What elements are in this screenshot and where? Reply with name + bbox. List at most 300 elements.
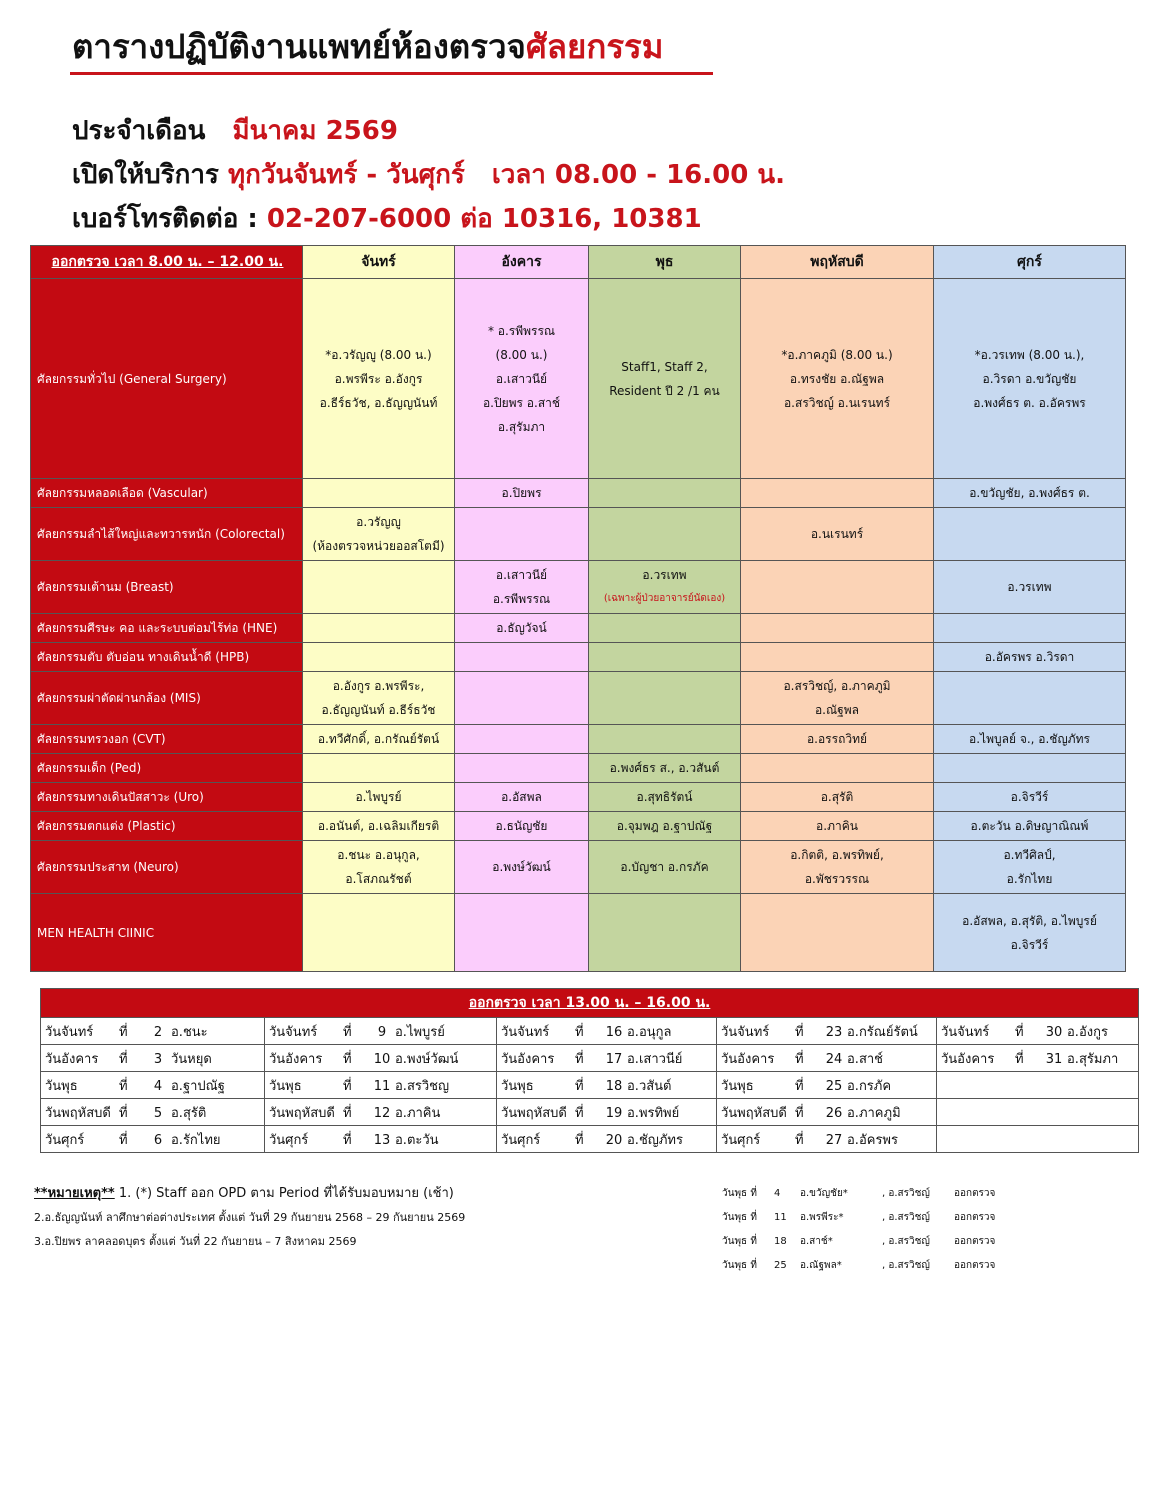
schedule-cell — [589, 479, 741, 508]
day-number: 27 — [825, 1132, 843, 1148]
schedule-row — [31, 754, 1126, 783]
doctor-line: อ.จิรวีร์ — [1010, 937, 1049, 952]
schedule-cell — [934, 812, 1126, 841]
schedule-cell — [589, 614, 741, 643]
service-days: ทุกวันจันทร์ - วันศุกร์ — [227, 160, 465, 190]
swap-note-text: ออกตรวจ — [954, 1188, 996, 1199]
doctor-name: อ.ฐาปณัฐ — [171, 1078, 225, 1094]
schedule-cell — [303, 279, 455, 479]
day-word: ที่ — [795, 1105, 804, 1121]
day-number: 16 — [605, 1024, 623, 1040]
day-name: วันจันทร์ — [269, 1024, 318, 1040]
day-number: 30 — [1045, 1024, 1063, 1040]
note-3: 3.อ.ปิยพร ลาคลอดบุตร ตั้งแต่ วันที่ 22 กันยายน – 7 สิงหาคม 2569 — [34, 1235, 357, 1248]
schedule-cell — [589, 812, 741, 841]
afternoon-row — [41, 1126, 1139, 1153]
schedule-row — [31, 561, 1126, 614]
department-label: ศัลยกรรมผ่าตัดผ่านกล้อง (MIS) — [31, 672, 303, 725]
note-2: 2.อ.ธัญญนันท์ ลาศึกษาต่อต่างประเทศ ตั้งแต่ วันที่ 29 กันยายน 2568 – 29 กันยายน 2569 — [34, 1211, 466, 1224]
department-label: ศัลยกรรมตกแต่ง (Plastic) — [31, 812, 303, 841]
afternoon-cell — [717, 1099, 937, 1126]
afternoon-cell — [937, 1045, 1139, 1072]
doctor-name: อ.เสาวนีย์ — [627, 1051, 683, 1067]
swap-note-text: อ.สาช์* — [800, 1236, 833, 1247]
doctor-line: อ.พงศ์ธร ต. อ.อัครพร — [973, 395, 1086, 410]
swap-note-text: 11 — [774, 1212, 787, 1223]
schedule-row — [31, 725, 1126, 754]
schedule-cell — [589, 561, 741, 614]
schedule-cell — [741, 672, 934, 725]
schedule-cell — [455, 508, 589, 561]
doctor-name: อ.อัครพร — [847, 1132, 898, 1148]
doctor-name: อ.พรทิพย์ — [627, 1105, 680, 1121]
doctor-line: Staff1, Staff 2, — [621, 359, 708, 374]
morning-time-header: ออกตรวจ เวลา 8.00 น. – 12.00 น. — [31, 246, 303, 279]
schedule-cell — [741, 508, 934, 561]
schedule-cell — [589, 783, 741, 812]
schedule-cell — [934, 479, 1126, 508]
day-number: 25 — [825, 1078, 843, 1094]
schedule-row — [31, 894, 1126, 972]
doctor-line: อ.ณัฐพล — [814, 703, 860, 717]
swap-note-text: วันพุธ ที่ — [722, 1212, 757, 1223]
schedule-cell — [741, 614, 934, 643]
day-number: 5 — [153, 1105, 163, 1121]
swap-note-text: วันพุธ ที่ — [722, 1260, 757, 1271]
doctor-line: อ.พงศ์ธร ส., อ.วสันต์ — [609, 761, 720, 775]
swap-note-text: 25 — [774, 1260, 787, 1271]
swap-note-text: 18 — [774, 1236, 787, 1247]
swap-note-text: , อ.สรวิชญ์ — [882, 1260, 930, 1271]
doctor-line: อ.เสาวนีย์ — [495, 371, 548, 386]
schedule-row — [31, 479, 1126, 508]
schedule-row — [31, 643, 1126, 672]
doctor-line: อ.ทรงชัย อ.ณัฐพล — [789, 371, 885, 386]
doctor-line: *อ.ภาคภูมิ (8.00 น.) — [781, 347, 893, 362]
day-number: 20 — [605, 1132, 623, 1148]
day-name: วันอังคาร — [269, 1051, 323, 1067]
doctor-line: อ.สุทธิรัตน์ — [636, 790, 693, 804]
schedule-cell — [934, 279, 1126, 479]
doctor-line: อ.ชนะ อ.อนุกูล, — [337, 848, 420, 862]
doctor-line: อ.ธีร์ธวัช, อ.ธัญญนันท์ — [319, 395, 438, 410]
schedule-cell — [741, 725, 934, 754]
day-number: 6 — [153, 1132, 163, 1148]
day-name: วันอังคาร — [45, 1051, 99, 1067]
doctor-name: อ.สรวิชญ — [395, 1078, 450, 1094]
doctor-name: อ.อังกูร — [1067, 1024, 1108, 1040]
schedule-cell — [934, 643, 1126, 672]
doctor-line: อ.เสาวนีย์ — [495, 568, 548, 582]
day-word: ที่ — [119, 1105, 128, 1121]
schedule-cell — [741, 812, 934, 841]
day-number: 23 — [825, 1024, 843, 1040]
afternoon-cell — [41, 1072, 265, 1099]
day-word: ที่ — [119, 1078, 128, 1094]
schedule-cell — [741, 754, 934, 783]
swap-note-row — [722, 1182, 995, 1206]
swap-note-text: , อ.สรวิชญ์ — [882, 1236, 930, 1247]
schedule-cell — [741, 841, 934, 894]
day-name: วันพฤหัสบดี — [269, 1105, 335, 1121]
swap-note-text: อ.ขวัญชัย* — [800, 1188, 848, 1199]
schedule-cell — [303, 479, 455, 508]
doctor-name: วันหยุด — [171, 1051, 212, 1067]
day-number: 24 — [825, 1051, 843, 1067]
doctor-name: อ.พงษ์วัฒน์ — [395, 1051, 459, 1067]
doctor-line: อ.สุรัมภา — [497, 419, 546, 434]
swap-note-row — [722, 1206, 995, 1230]
doctor-line: อ.อนันต์, อ.เฉลิมเกียรติ — [317, 819, 440, 833]
schedule-cell — [589, 841, 741, 894]
swap-note-text: อ.ณัฐพล* — [800, 1260, 842, 1271]
schedule-cell — [934, 508, 1126, 561]
doctor-name: อ.ตะวัน — [395, 1132, 439, 1148]
phone-value: 02-207-6000 ต่อ 10316, 10381 — [266, 204, 702, 234]
schedule-cell — [303, 561, 455, 614]
afternoon-cell — [497, 1045, 717, 1072]
department-label: ศัลยกรรมทั่วไป (General Surgery) — [31, 279, 303, 479]
doctor-line: (8.00 น.) — [495, 347, 548, 362]
doctor-name: อ.ไพบูรย์ — [395, 1024, 445, 1040]
swap-note-text: , อ.สรวิชญ์ — [882, 1188, 930, 1199]
schedule-row — [31, 279, 1126, 479]
afternoon-cell — [497, 1126, 717, 1153]
schedule-cell — [455, 841, 589, 894]
department-label: ศัลยกรรมเด็ก (Ped) — [31, 754, 303, 783]
day-word: ที่ — [343, 1078, 352, 1094]
day-word: ที่ — [795, 1132, 804, 1148]
day-header-mon: จันทร์ — [303, 246, 455, 279]
afternoon-cell — [937, 1099, 1139, 1126]
doctor-line: อ.วรัญญู — [356, 515, 401, 529]
afternoon-row — [41, 1099, 1139, 1126]
afternoon-schedule-table — [40, 988, 1139, 1153]
swap-note-text: 4 — [774, 1188, 781, 1199]
swap-note-row — [722, 1254, 995, 1278]
month-line — [72, 110, 398, 151]
day-number: 10 — [373, 1051, 391, 1067]
afternoon-cell — [41, 1126, 265, 1153]
day-header-thu: พฤหัสบดี — [741, 246, 934, 279]
schedule-cell — [455, 894, 589, 972]
doctor-line: อ.สุรัติ — [820, 790, 854, 804]
day-name: วันพุธ — [269, 1078, 302, 1094]
doctor-line: อ.จุมพฎ อ.ฐาปณัฐ — [616, 819, 713, 833]
day-header-wed: พุธ — [589, 246, 741, 279]
phone-label: เบอร์โทรติดต่อ : — [72, 204, 258, 234]
schedule-cell — [455, 614, 589, 643]
day-word: ที่ — [575, 1132, 584, 1148]
notes-label: **หมายเหตุ** — [34, 1186, 115, 1201]
department-label: ศัลยกรรมทรวงอก (CVT) — [31, 725, 303, 754]
service-label: เปิดให้บริการ — [72, 160, 219, 190]
schedule-cell — [303, 614, 455, 643]
afternoon-cell — [497, 1018, 717, 1045]
day-name: วันพุธ — [721, 1078, 754, 1094]
day-word: ที่ — [119, 1132, 128, 1148]
doctor-line: อ.จิรวีร์ — [1010, 790, 1049, 804]
afternoon-cell — [717, 1045, 937, 1072]
day-word: ที่ — [119, 1024, 128, 1040]
day-name: วันพุธ — [501, 1078, 534, 1094]
notes-section — [34, 1182, 465, 1254]
doctor-line: อ.ธัญวัจน์ — [496, 621, 547, 635]
schedule-cell — [455, 561, 589, 614]
day-word: ที่ — [795, 1051, 804, 1067]
schedule-cell — [455, 279, 589, 479]
wednesday-swap-notes — [722, 1182, 995, 1278]
doctor-line: อ.ปิยพร อ.สาช์ — [482, 395, 561, 410]
breast-wednesday-note: (เฉพาะผู้ป่วยอาจารย์นัดเอง) — [603, 593, 726, 604]
phone-line — [72, 198, 702, 239]
doctor-line: อ.พงษ์วัฒน์ — [492, 860, 551, 874]
doctor-line: อ.วรเทพ — [1007, 580, 1052, 594]
doctor-line: (ห้องตรวจหน่วยออสโตมี) — [312, 539, 445, 553]
afternoon-cell — [937, 1072, 1139, 1099]
day-number: 18 — [605, 1078, 623, 1094]
schedule-cell — [741, 643, 934, 672]
doctor-line: อ.อัครพร อ.วิรดา — [984, 650, 1075, 664]
swap-note-text: อ.พรพีระ* — [800, 1212, 844, 1223]
doctor-line: อ.นเรนทร์ — [810, 527, 864, 541]
swap-note-text: วันพุธ ที่ — [722, 1188, 757, 1199]
department-label: ศัลยกรรมเต้านม (Breast) — [31, 561, 303, 614]
page-title — [72, 20, 664, 73]
schedule-cell — [455, 754, 589, 783]
schedule-cell — [455, 479, 589, 508]
afternoon-cell — [937, 1126, 1139, 1153]
schedule-row — [31, 841, 1126, 894]
schedule-cell — [741, 783, 934, 812]
afternoon-cell — [265, 1045, 497, 1072]
morning-schedule-body — [31, 279, 1126, 972]
day-number: 9 — [377, 1024, 387, 1040]
service-line — [72, 154, 785, 195]
day-number: 26 — [825, 1105, 843, 1121]
day-number: 2 — [153, 1024, 163, 1040]
day-word: ที่ — [119, 1051, 128, 1067]
doctor-line: อ.ปิยพร — [501, 486, 542, 500]
day-name: วันอังคาร — [501, 1051, 555, 1067]
afternoon-cell — [717, 1018, 937, 1045]
afternoon-cell — [265, 1099, 497, 1126]
afternoon-row — [41, 1045, 1139, 1072]
doctor-line: อ.อัสพล — [501, 790, 542, 804]
schedule-row — [31, 508, 1126, 561]
afternoon-cell — [265, 1018, 497, 1045]
day-name: วันพฤหัสบดี — [501, 1105, 567, 1121]
afternoon-cell — [41, 1045, 265, 1072]
swap-note-text: วันพุธ ที่ — [722, 1236, 757, 1247]
doctor-line: อ.กิตติ, อ.พรทิพย์, — [790, 848, 884, 862]
day-name: วันศุกร์ — [721, 1132, 761, 1148]
department-label: ศัลยกรรมทางเดินปัสสาวะ (Uro) — [31, 783, 303, 812]
doctor-line: อ.อังกูร อ.พรพีระ, — [332, 679, 425, 693]
doctor-line: อ.ตะวัน อ.ดิษญาณิณพ์ — [970, 819, 1089, 833]
note-1: **หมายเหตุ** 1. (*) Staff ออก OPD ตาม Period ที่ได้รับมอบหมาย (เช้า) — [34, 1186, 454, 1201]
afternoon-cell — [265, 1072, 497, 1099]
doctor-name: อ.สุรัติ — [171, 1105, 207, 1121]
day-word: ที่ — [1015, 1051, 1024, 1067]
doctor-line: อ.ขวัญชัย, อ.พงศ์ธร ต. — [969, 486, 1090, 500]
schedule-cell — [934, 783, 1126, 812]
swap-note-text: ออกตรวจ — [954, 1236, 996, 1247]
doctor-line: อ.วรเทพ — [642, 568, 687, 582]
schedule-cell — [741, 479, 934, 508]
doctor-line: อ.รักไทย — [1006, 872, 1053, 886]
afternoon-cell — [497, 1099, 717, 1126]
schedule-cell — [303, 725, 455, 754]
schedule-cell — [303, 783, 455, 812]
afternoon-row — [41, 1018, 1139, 1045]
doctor-name: อ.ชนะ — [171, 1024, 208, 1040]
doctor-line: อ.สรวิชญ์, อ.ภาคภูมิ — [783, 679, 891, 693]
department-label: ศัลยกรรมศีรษะ คอ และระบบต่อมไร้ท่อ (HNE) — [31, 614, 303, 643]
day-header-fri: ศุกร์ — [934, 246, 1126, 279]
schedule-cell — [741, 279, 934, 479]
doctor-line: อ.ไพบูรย์ — [355, 790, 402, 804]
day-word: ที่ — [343, 1132, 352, 1148]
schedule-cell — [934, 841, 1126, 894]
doctor-line: อ.พรพีระ อ.อังกูร — [334, 371, 423, 386]
swap-note-text: ออกตรวจ — [954, 1212, 996, 1223]
schedule-cell — [589, 725, 741, 754]
schedule-cell — [455, 725, 589, 754]
schedule-cell — [934, 672, 1126, 725]
doctor-line: อ.อรรถวิทย์ — [806, 732, 868, 746]
schedule-cell — [589, 643, 741, 672]
doctor-line: อ.ทวีศักดิ์, อ.กรัณย์รัตน์ — [317, 732, 440, 746]
month-label: ประจำเดือน — [72, 116, 206, 146]
schedule-cell — [741, 561, 934, 614]
doctor-line: อ.สรวิชญ์ อ.นเรนทร์ — [783, 395, 891, 410]
day-word: ที่ — [575, 1078, 584, 1094]
day-name: วันพุธ — [45, 1078, 78, 1094]
schedule-cell — [934, 725, 1126, 754]
title-main: ตารางปฏิบัติงานแพทย์ห้องตรวจ — [72, 27, 526, 66]
day-word: ที่ — [575, 1105, 584, 1121]
day-word: ที่ — [343, 1105, 352, 1121]
schedule-cell — [303, 508, 455, 561]
day-number: 17 — [605, 1051, 623, 1067]
day-name: วันอังคาร — [941, 1051, 995, 1067]
schedule-cell — [589, 894, 741, 972]
schedule-cell — [589, 508, 741, 561]
day-name: วันพฤหัสบดี — [721, 1105, 787, 1121]
day-name: วันพฤหัสบดี — [45, 1105, 111, 1121]
day-word: ที่ — [795, 1078, 804, 1094]
afternoon-cell — [937, 1018, 1139, 1045]
doctor-line: * อ.รพีพรรณ — [487, 323, 556, 338]
day-name: วันศุกร์ — [501, 1132, 541, 1148]
afternoon-cell — [265, 1126, 497, 1153]
schedule-cell — [303, 754, 455, 783]
doctor-line: *อ.วรัญญู (8.00 น.) — [325, 347, 432, 362]
department-label: ศัลยกรรมลำไส้ใหญ่และทวารหนัก (Colorectal) — [31, 508, 303, 561]
doctor-line: อ.ภาคิน — [816, 819, 858, 833]
doctor-name: อ.สุรัมภา — [1067, 1051, 1119, 1067]
service-time: เวลา 08.00 - 16.00 น. — [491, 160, 786, 190]
day-word: ที่ — [575, 1024, 584, 1040]
schedule-cell — [455, 672, 589, 725]
schedule-cell — [589, 754, 741, 783]
day-name: วันจันทร์ — [501, 1024, 550, 1040]
schedule-cell — [455, 812, 589, 841]
schedule-cell — [934, 614, 1126, 643]
day-name: วันศุกร์ — [45, 1132, 85, 1148]
day-word: ที่ — [575, 1051, 584, 1067]
doctor-line: อ.บัญชา อ.กรภัค — [620, 860, 709, 874]
doctor-line: *อ.วรเทพ (8.00 น.), — [974, 347, 1085, 362]
day-header-tue: อังคาร — [455, 246, 589, 279]
department-label: MEN HEALTH CIINIC — [31, 894, 303, 972]
doctor-line: อ.วิรดา อ.ขวัญชัย — [982, 371, 1077, 386]
day-number: 19 — [605, 1105, 623, 1121]
afternoon-cell — [497, 1072, 717, 1099]
day-number: 11 — [373, 1078, 391, 1094]
doctor-name: อ.กรภัค — [847, 1078, 892, 1094]
day-number: 4 — [153, 1078, 163, 1094]
doctor-name: อ.ชัญภัทร — [627, 1132, 683, 1148]
doctor-name: อ.อนุกูล — [627, 1024, 672, 1040]
schedule-cell — [934, 754, 1126, 783]
schedule-cell — [741, 894, 934, 972]
day-name: วันศุกร์ — [269, 1132, 309, 1148]
afternoon-cell — [41, 1018, 265, 1045]
schedule-cell — [589, 672, 741, 725]
month-value: มีนาคม 2569 — [232, 116, 398, 146]
swap-note-text: , อ.สรวิชญ์ — [882, 1212, 930, 1223]
title-underline — [70, 72, 713, 75]
day-number: 3 — [153, 1051, 163, 1067]
day-name: วันจันทร์ — [45, 1024, 94, 1040]
day-word: ที่ — [795, 1024, 804, 1040]
doctor-name: อ.กรัณย์รัตน์ — [847, 1024, 918, 1040]
day-word: ที่ — [343, 1024, 352, 1040]
doctor-line: อ.รพีพรรณ — [492, 592, 551, 606]
doctor-line: อ.ทวีศิลป์, — [1003, 848, 1056, 862]
department-label: ศัลยกรรมประสาท (Neuro) — [31, 841, 303, 894]
doctor-name: อ.ภาคิน — [395, 1105, 441, 1121]
doctor-line: อ.ไพบูลย์ จ., อ.ชัญภัทร — [969, 732, 1090, 746]
swap-note-row — [722, 1230, 995, 1254]
day-number: 12 — [373, 1105, 391, 1121]
day-name: วันจันทร์ — [941, 1024, 990, 1040]
day-number: 13 — [373, 1132, 391, 1148]
schedule-row — [31, 614, 1126, 643]
schedule-cell — [455, 643, 589, 672]
schedule-cell — [303, 643, 455, 672]
schedule-cell — [303, 672, 455, 725]
schedule-cell — [303, 841, 455, 894]
afternoon-schedule-body — [41, 989, 1139, 1153]
doctor-name: อ.วสันต์ — [627, 1078, 672, 1094]
day-word: ที่ — [343, 1051, 352, 1067]
schedule-cell — [455, 783, 589, 812]
doctor-line: อ.ธนัญชัย — [495, 819, 548, 833]
schedule-cell — [934, 561, 1126, 614]
swap-note-text: ออกตรวจ — [954, 1260, 996, 1271]
day-word: ที่ — [1015, 1024, 1024, 1040]
schedule-row — [31, 783, 1126, 812]
afternoon-cell — [717, 1072, 937, 1099]
schedule-row — [31, 672, 1126, 725]
schedule-cell — [589, 279, 741, 479]
doctor-line: Resident ปี 2 /1 คน — [609, 383, 720, 398]
afternoon-cell — [41, 1099, 265, 1126]
department-label: ศัลยกรรมตับ ตับอ่อน ทางเดินน้ำดี (HPB) — [31, 643, 303, 672]
